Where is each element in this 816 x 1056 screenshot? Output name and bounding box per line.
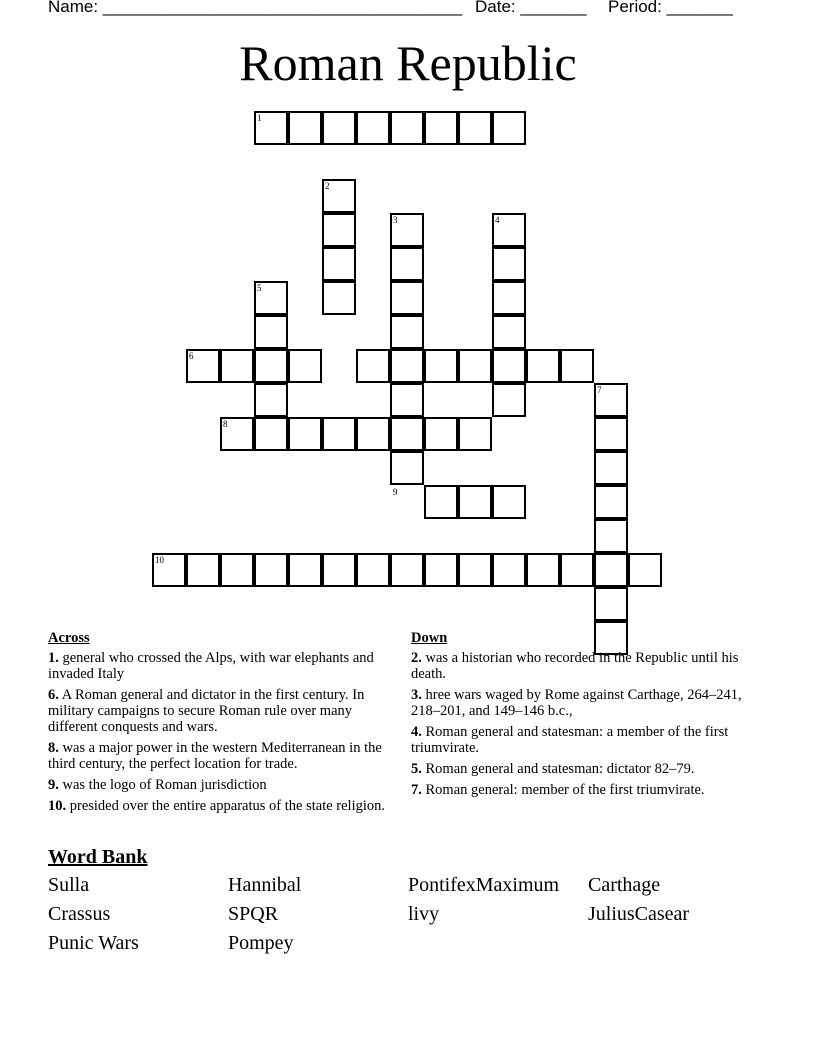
- crossword-cell[interactable]: [628, 553, 662, 587]
- across-clue: [48, 687, 393, 735]
- crossword-cell[interactable]: [288, 417, 322, 451]
- crossword-cell[interactable]: [492, 349, 526, 383]
- word-bank-entry: PontifexMaximum: [408, 874, 560, 896]
- down-clue: [411, 761, 756, 777]
- clue-number-label: 7.: [411, 782, 422, 798]
- clue-number: 5: [257, 283, 262, 293]
- crossword-cell[interactable]: [390, 281, 424, 315]
- word-bank-entry: Crassus: [48, 903, 111, 925]
- crossword-cell[interactable]: [594, 451, 628, 485]
- clue-number: 10: [155, 555, 164, 565]
- clue-number: 6: [189, 351, 194, 361]
- clue-text: was a historian who recorded in the Republic until his death.: [411, 650, 739, 682]
- crossword-cell[interactable]: [594, 519, 628, 553]
- crossword-cell[interactable]: [526, 553, 560, 587]
- clue-text: hree wars waged by Rome against Carthage, 264–241, 218–201, and 149–146 b.c.,: [411, 687, 742, 719]
- crossword-cell[interactable]: [390, 349, 424, 383]
- crossword-cell[interactable]: [390, 111, 424, 145]
- across-clue: [48, 777, 393, 793]
- clue-text: Roman general: member of the first triumvirate.: [421, 782, 705, 798]
- crossword-cell[interactable]: [254, 417, 288, 451]
- clue-number-label: 2.: [411, 650, 422, 666]
- crossword-cell[interactable]: [492, 485, 526, 519]
- crossword-cell[interactable]: [220, 553, 254, 587]
- clue-number: 3: [393, 215, 398, 225]
- crossword-cell[interactable]: [458, 417, 492, 451]
- clue-number: 4: [495, 215, 500, 225]
- crossword-cell[interactable]: [390, 315, 424, 349]
- clue-number: 7: [597, 385, 602, 395]
- crossword-cell[interactable]: [492, 247, 526, 281]
- clue-text: was the logo of Roman jurisdiction: [58, 777, 267, 793]
- crossword-cell[interactable]: [390, 451, 424, 485]
- crossword-cell[interactable]: [594, 553, 628, 587]
- word-bank-heading: Word Bank: [48, 846, 148, 868]
- crossword-cell[interactable]: [594, 485, 628, 519]
- crossword-cell[interactable]: [458, 349, 492, 383]
- page-title: Roman Republic: [239, 35, 577, 91]
- word-bank-entry: SPQR: [228, 903, 279, 925]
- clue-text: presided over the entire apparatus of the state religion.: [66, 798, 386, 814]
- crossword-cell[interactable]: [322, 281, 356, 315]
- crossword-cell[interactable]: [288, 111, 322, 145]
- crossword-cell[interactable]: [424, 111, 458, 145]
- crossword-cell[interactable]: [424, 417, 458, 451]
- clue-number-label: 8.: [48, 740, 59, 756]
- clue-number-label: 9.: [48, 777, 59, 793]
- crossword-cell[interactable]: [458, 553, 492, 587]
- clue-number-label: 1.: [48, 650, 59, 666]
- across-clue: [48, 650, 393, 682]
- crossword-cell[interactable]: [322, 247, 356, 281]
- clue-text: A Roman general and dictator in the first century. In military campaigns to secure Roman rule over many different conquests and wars.: [48, 687, 365, 735]
- crossword-cell[interactable]: [594, 587, 628, 621]
- crossword-cell[interactable]: [492, 111, 526, 145]
- across-heading: Across: [48, 630, 90, 646]
- crossword-cell[interactable]: [186, 553, 220, 587]
- crossword-cell[interactable]: [254, 383, 288, 417]
- clue-text: was a major power in the western Mediterranean in the third century, the perfect location for trade.: [48, 740, 382, 772]
- down-heading: Down: [411, 630, 448, 646]
- date-field[interactable]: Date: _______: [475, 0, 587, 16]
- clue-number-label: 5.: [411, 761, 422, 777]
- crossword-cell[interactable]: [254, 315, 288, 349]
- crossword-cell[interactable]: [526, 349, 560, 383]
- word-bank-entry: Punic Wars: [48, 932, 139, 954]
- word-bank-entry: JuliusCasear: [588, 903, 690, 925]
- crossword-cell[interactable]: [560, 553, 594, 587]
- crossword-cell[interactable]: [458, 485, 492, 519]
- clue-number: 8: [223, 419, 228, 429]
- crossword-cell[interactable]: [322, 553, 356, 587]
- clue-number-label: 4.: [411, 724, 422, 740]
- crossword-cell[interactable]: [356, 349, 390, 383]
- word-bank-entry: Pompey: [228, 932, 294, 954]
- crossword-cell[interactable]: [288, 349, 322, 383]
- crossword-cell[interactable]: [492, 281, 526, 315]
- across-clues: [48, 630, 393, 819]
- word-bank-entry: Sulla: [48, 874, 90, 896]
- crossword-cell[interactable]: [356, 111, 390, 145]
- word-bank-entry: Hannibal: [228, 874, 302, 896]
- clue-number-label: 3.: [411, 687, 422, 703]
- clue-text: Roman general and statesman: a member of the first triumvirate.: [411, 724, 729, 756]
- crossword-cell[interactable]: [254, 349, 288, 383]
- down-clue: [411, 724, 756, 756]
- crossword-cell[interactable]: [322, 213, 356, 247]
- period-field[interactable]: Period: _______: [608, 0, 733, 16]
- crossword-cell[interactable]: [390, 247, 424, 281]
- crossword-cell[interactable]: [390, 553, 424, 587]
- crossword-cell[interactable]: [390, 417, 424, 451]
- clue-number-label: 6.: [48, 687, 59, 703]
- clue-number: 2: [325, 181, 330, 191]
- crossword-cell[interactable]: [424, 349, 458, 383]
- clue-number: 9: [393, 487, 398, 497]
- word-bank-entry: livy: [408, 903, 440, 925]
- clue-text: Roman general and statesman: dictator 82–79.: [421, 761, 695, 777]
- crossword-cell[interactable]: [560, 349, 594, 383]
- crossword-cell[interactable]: [424, 485, 458, 519]
- down-clue: [411, 782, 756, 798]
- crossword-cell[interactable]: [356, 553, 390, 587]
- crossword-cell[interactable]: [254, 553, 288, 587]
- down-clues: [411, 630, 756, 803]
- crossword-cell[interactable]: [220, 349, 254, 383]
- crossword-cell[interactable]: [356, 417, 390, 451]
- crossword-cell[interactable]: [458, 111, 492, 145]
- crossword-cell[interactable]: [424, 553, 458, 587]
- word-bank-entry: Carthage: [588, 874, 661, 896]
- down-clue: [411, 687, 756, 719]
- crossword-cell[interactable]: [288, 553, 322, 587]
- crossword-cell[interactable]: [390, 383, 424, 417]
- crossword-cell[interactable]: [492, 553, 526, 587]
- crossword-cell[interactable]: [322, 417, 356, 451]
- crossword-cell[interactable]: [492, 383, 526, 417]
- crossword-cell[interactable]: [492, 315, 526, 349]
- clue-number: 1: [257, 113, 262, 123]
- across-clue: [48, 740, 393, 772]
- down-clue: [411, 650, 756, 682]
- across-clue: [48, 798, 393, 814]
- clue-text: general who crossed the Alps, with war elephants and invaded Italy: [48, 650, 374, 682]
- name-field[interactable]: Name: ______________________________________: [48, 0, 463, 16]
- clue-number-label: 10.: [48, 798, 67, 814]
- crossword-cell[interactable]: [594, 417, 628, 451]
- crossword-cell[interactable]: [322, 111, 356, 145]
